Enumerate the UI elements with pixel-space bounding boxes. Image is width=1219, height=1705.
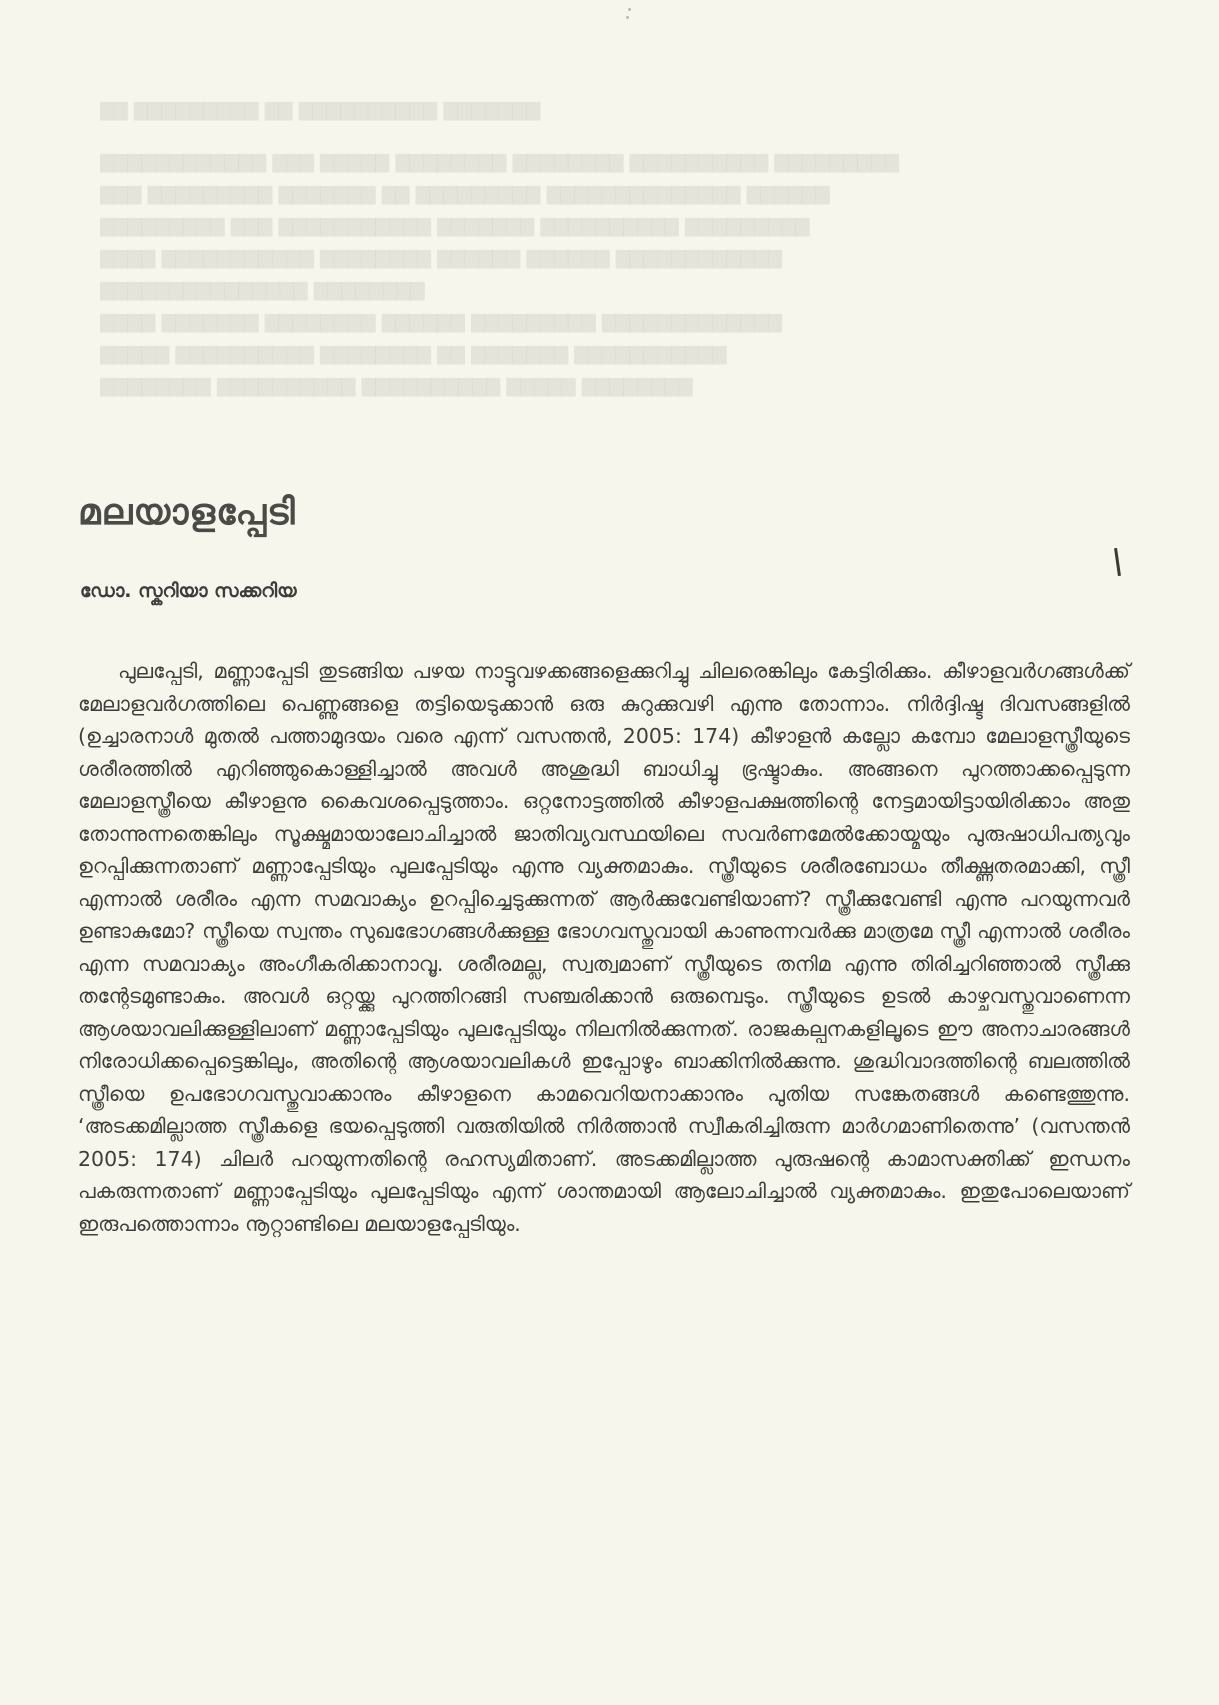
margin-mark [1114, 548, 1121, 576]
article-body [78, 655, 1130, 1240]
bleed-through-text: ▇▇ ▇▇▇▇▇▇▇▇▇ ▇▇ ▇▇▇▇▇▇▇▇▇▇ ▇▇▇▇▇▇▇ ▇▇▇▇▇▇▇▇▇▇▇▇ ▇▇▇ ▇▇▇▇▇ ▇▇▇▇▇▇▇▇ ▇▇▇▇▇▇▇▇ ▇▇▇▇▇▇▇▇▇▇ ▇▇▇▇▇▇▇▇▇ ▇▇▇ ▇▇▇▇▇▇▇▇▇ ▇▇▇▇▇▇▇ ▇▇ ▇▇▇▇▇▇▇▇▇ ▇▇▇▇▇▇▇▇▇▇▇▇▇▇ ▇▇▇▇▇▇ ▇▇▇▇▇▇▇▇▇ ▇▇▇ ▇▇▇▇▇▇▇▇▇▇▇ ▇▇▇▇▇▇▇ ▇▇▇▇▇▇▇▇▇▇ ▇▇▇▇▇▇▇▇▇ ▇▇▇▇ ▇▇▇▇▇▇▇▇▇▇▇ ▇▇▇▇▇▇▇▇ ▇▇▇▇▇▇ ▇▇▇▇▇▇ ▇▇▇▇▇▇▇▇▇▇▇▇ ▇▇▇▇▇▇▇▇▇▇▇▇▇▇▇ ▇▇▇▇▇▇▇▇ ▇▇▇▇ ▇▇▇▇▇▇▇ ▇▇▇▇▇▇▇▇ ▇▇▇▇▇▇ ▇▇▇▇▇▇▇▇▇ ▇▇▇▇▇▇▇▇▇▇▇▇▇ ▇▇▇▇▇ ▇▇▇▇▇▇▇▇▇▇ ▇▇▇▇▇▇▇▇ ▇▇ ▇▇▇▇▇▇▇ ▇▇▇▇▇▇▇▇▇▇▇ ▇▇▇▇▇▇▇▇ ▇▇▇▇▇▇▇▇▇▇ ▇▇▇▇▇▇▇▇▇▇ ▇▇▇▇▇ ▇▇▇▇▇▇▇▇ [100, 100, 899, 397]
article-title: മലയാളപ്പേടി [78, 492, 296, 533]
body-paragraph: പുലപ്പേടി, മണ്ണാപ്പേടി തുടങ്ങിയ പഴയ നാട്ടുവഴക്കങ്ങളെക്കുറിച്ചു ചിലരെങ്കിലും കേട്ടിരിക്കും. കീഴാളവർഗങ്ങൾക്ക് മേലാളവർഗത്തിലെ പെണ്ണുങ്ങളെ തട്ടിയെടുക്കാൻ ഒരു കുറുക്കുവഴി എന്നു തോന്നാം. നിർദ്ദിഷ്ട ദിവസങ്ങളിൽ (ഉച്ചാരനാൾ മുതൽ പത്താമുദയം വരെ എന്ന് വസന്തൻ, 2005: 174) കീഴാളൻ കല്ലോ കമ്പോ മേലാളസ്ത്രീയുടെ ശരീരത്തിൽ എറിഞ്ഞുകൊള്ളിച്ചാൽ അവൾ അശുദ്ധി ബാധിച്ചു ഭ്രഷ്ടാകും. അങ്ങനെ പുറത്താക്കപ്പെടുന്ന മേലാളസ്ത്രീയെ കീഴാളനു കൈവശപ്പെടുത്താം. ഒറ്റനോട്ടത്തിൽ കീഴാളപക്ഷത്തിന്റെ നേട്ടമായിട്ടായിരിക്കാം അതു തോന്നുന്നതെങ്കിലും സൂക്ഷ്മമായാലോചിച്ചാൽ ജാതിവ്യവസ്ഥയിലെ സവർണമേൽക്കോയ്മയും പുരുഷാധിപത്യവും ഉറപ്പിക്കുന്നതാണ് മണ്ണാപ്പേടിയും പുലപ്പേടിയും എന്നു വ്യക്തമാകും. സ്ത്രീയുടെ ശരീരബോധം തീക്ഷ്ണതരമാക്കി, സ്ത്രീ എന്നാൽ ശരീരം എന്ന സമവാക്യം ഉറപ്പിച്ചെടുക്കുന്നത് ആർക്കുവേണ്ടിയാണ്? സ്ത്രീക്കുവേണ്ടി എന്നു പറയുന്നവർ ഉണ്ടാകുമോ? സ്ത്രീയെ സ്വന്തം സുഖഭോഗങ്ങൾക്കുള്ള ഭോഗവസ്തുവായി കാണുന്നവർക്കു മാത്രമേ സ്ത്രീ എന്നാൽ ശരീരം എന്ന സമവാക്യം അംഗീകരിക്കാനാവൂ. ശരീരമല്ല, സ്വത്വമാണ് സ്ത്രീയുടെ തനിമ എന്നു തിരിച്ചറിഞ്ഞാൽ സ്ത്രീക്കു തന്റേടമുണ്ടാകും. അവൾ ഒറ്റയ്ക്കു പുറത്തിറങ്ങി സഞ്ചരിക്കാൻ ഒരുമ്പെടും. സ്ത്രീയുടെ ഉടൽ കാഴ്ചവസ്തുവാണെന്ന ആശയാവലിക്കുള്ളിലാണ് മണ്ണാപ്പേടിയും പുലപ്പേടിയും നിലനിൽക്കുന്നത്. രാജകല്പനകളിലൂടെ ഈ അനാചാരങ്ങൾ നിരോധിക്കപ്പെട്ടെങ്കിലും, അതിന്റെ ആശയാവലികൾ ഇപ്പോഴും ബാക്കിനിൽക്കുന്നു. ശുദ്ധിവാദത്തിന്റെ ബലത്തിൽ സ്ത്രീയെ ഉപഭോഗവസ്തുവാക്കാനും കീഴാളനെ കാമവെറിയനാക്കാനും പുതിയ സങ്കേതങ്ങൾ കണ്ടെത്തുന്നു. ‘അടക്കമില്ലാത്ത സ്ത്രീകളെ ഭയപ്പെടുത്തി വരുതിയിൽ നിർത്താൻ സ്വീകരിച്ചിരുന്ന മാർഗമാണിതെന്നു’ (വസന്തൻ 2005: 174) ചിലർ പറയുന്നതിന്റെ രഹസ്യമിതാണ്. അടക്കമില്ലാത്ത പുരുഷന്റെ കാമാസക്തിക്ക് ഇന്ധനം പകരുന്നതാണ് മണ്ണാപ്പേടിയും പുലപ്പേടിയും എന്ന് ശാന്തമായി ആലോചിച്ചാൽ വ്യക്തമാകും. ഇതുപോലെയാണ് ഇരുപത്തൊന്നാം നൂറ്റാണ്ടിലെ മലയാളപ്പേടിയും. [78, 659, 1130, 1236]
author-name: ഡോ. സ്കറിയാ സക്കറിയ [80, 580, 297, 602]
